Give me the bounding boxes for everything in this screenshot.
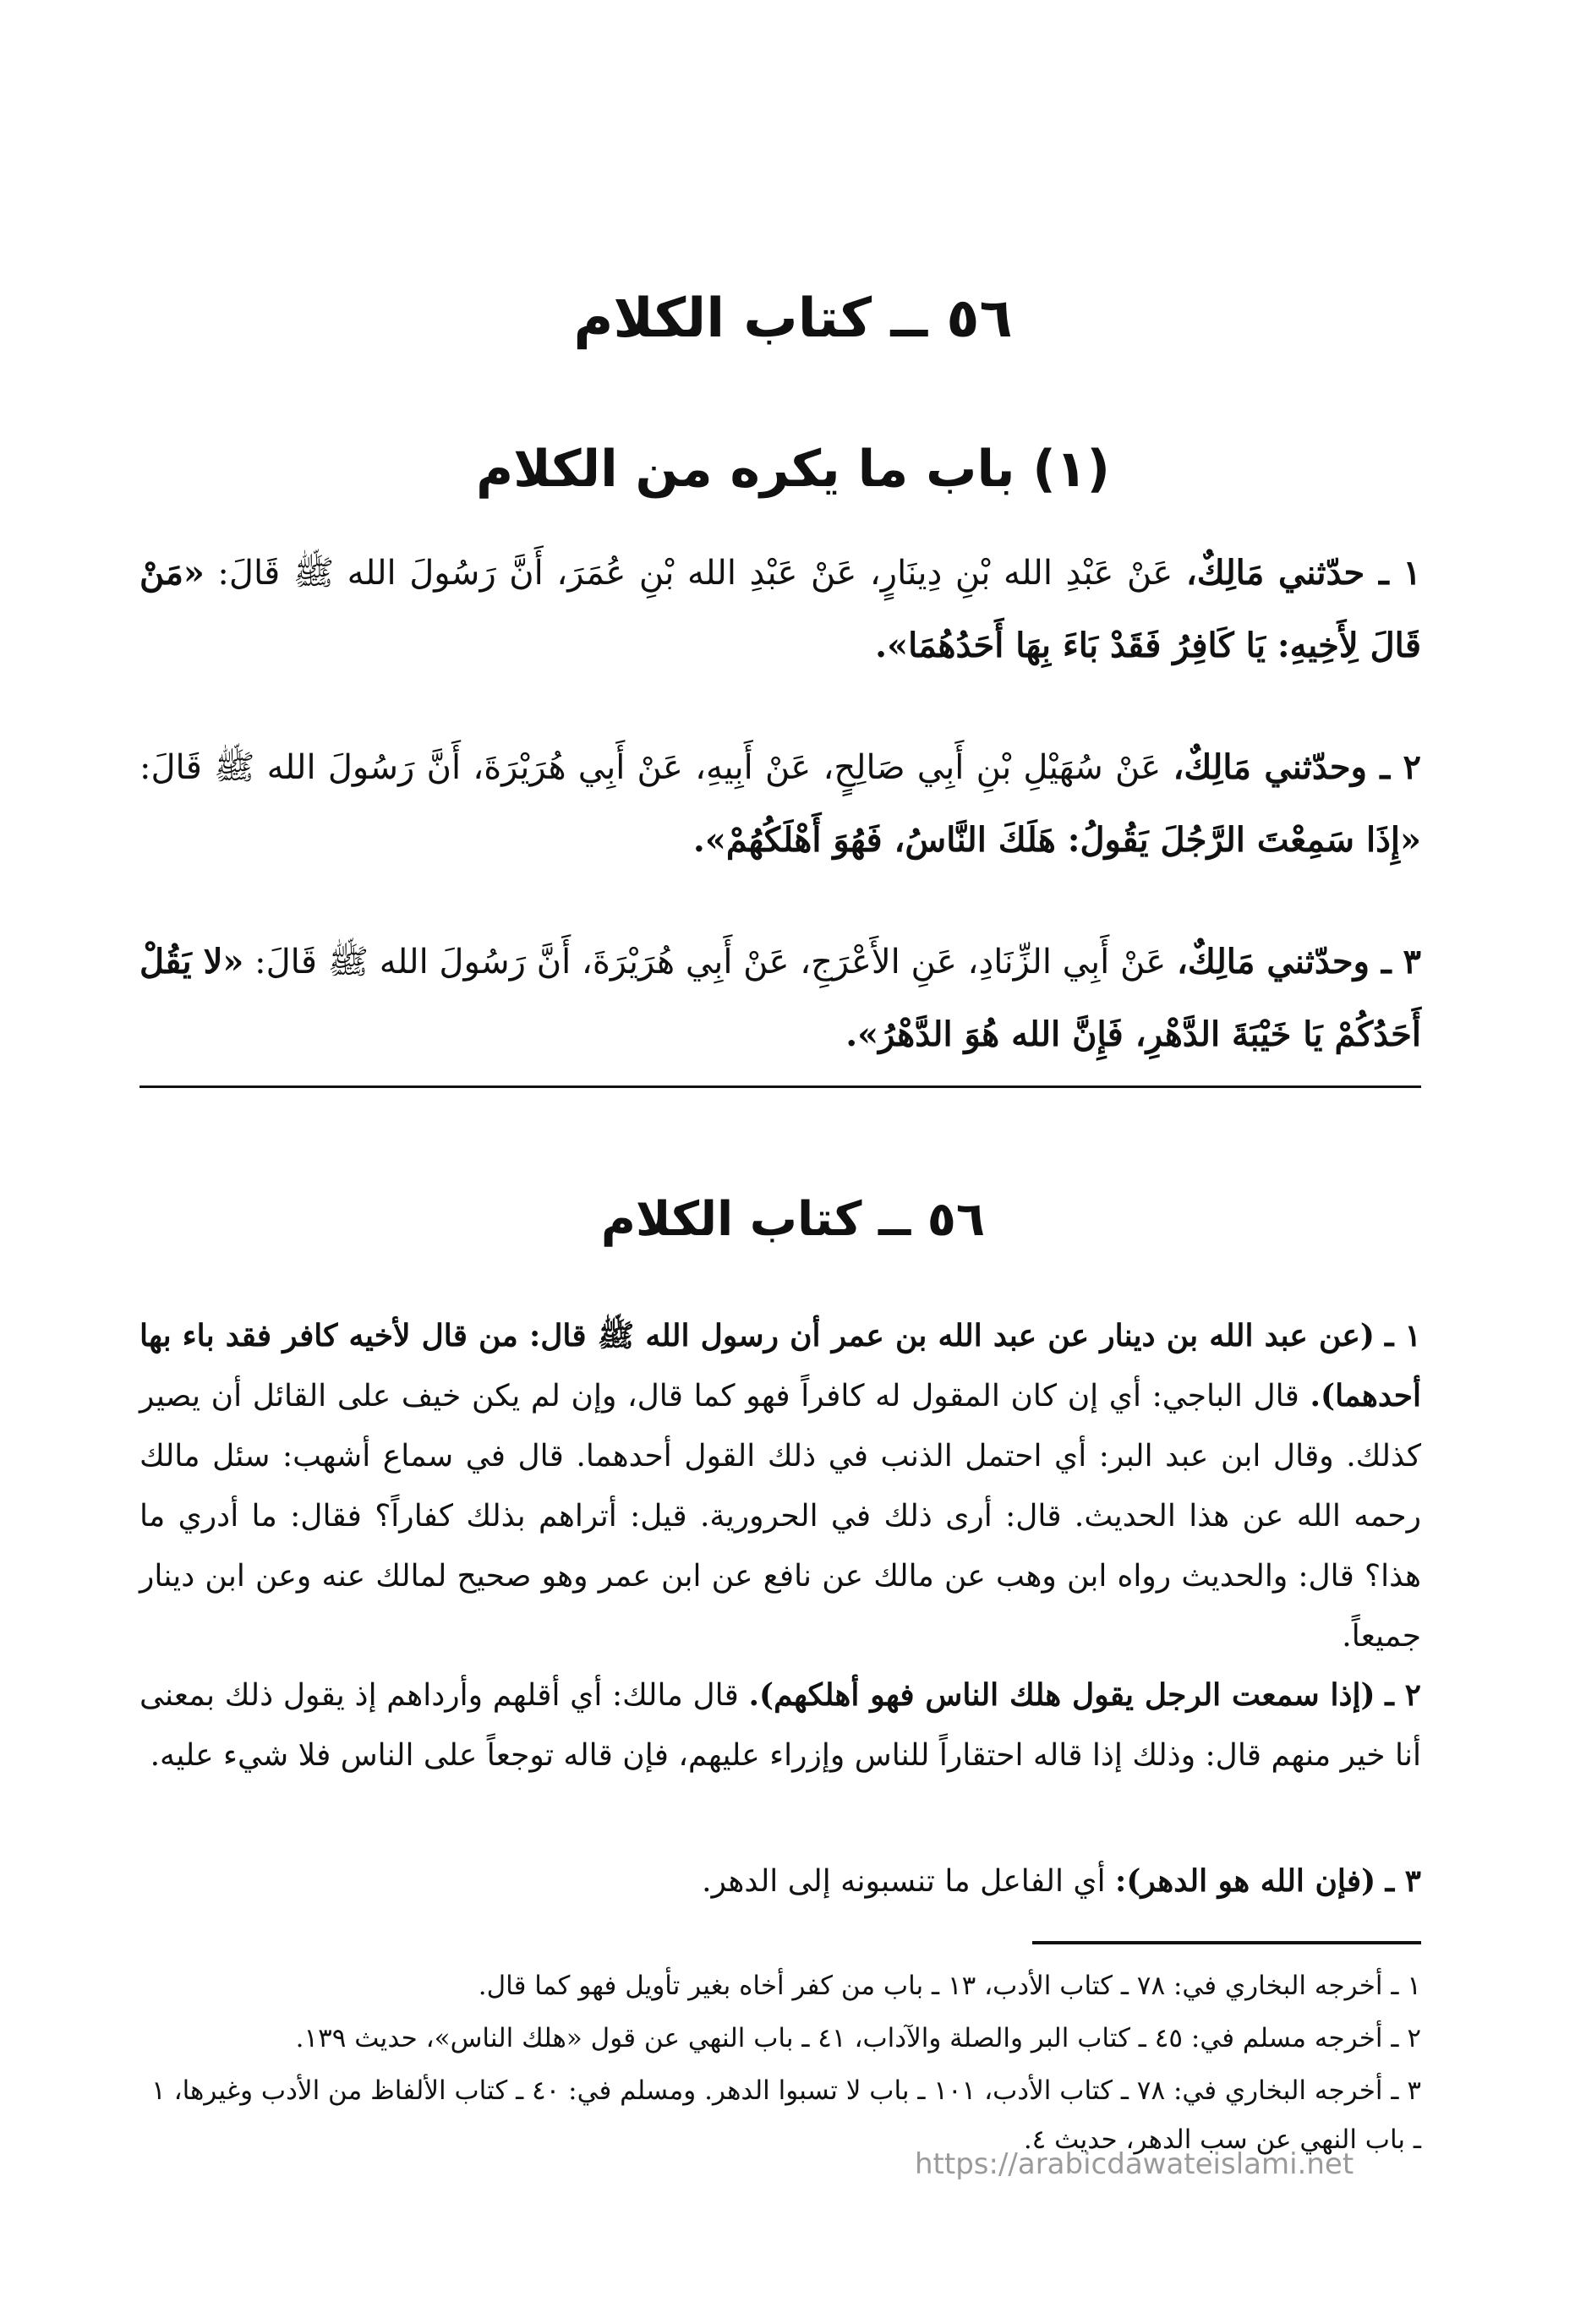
commentary-text: قال مالك: أي أقلهم وأرداهم إذ يقول ذلك بمعنى أنا خير منهم قال: وذلك إذا قاله احتقاراً للناس وإزراء عليهم، فإن قاله توجعاً على الناس فلا شيء عليه. (139, 1678, 1421, 1773)
footnote-1: ١ ـ أخرجه البخاري في: ٧٨ ـ كتاب الأدب، ١٣ ـ باب من كفر أخاه بغير تأويل فهو كما قال. (478, 1971, 1421, 2001)
footnote-2: ٢ ـ أخرجه مسلم في: ٤٥ ـ كتاب البر والصلة والآداب، ٤١ ـ باب النهي عن قول «هلك الناس»، حديث ١٣٩. (295, 2023, 1421, 2053)
commentary-text: قال الباجي: أي إن كان المقول له كافراً فهو كما قال، وإن لم يكن خيف على القائل أن يصير كذلك. وقال ابن عبد البر: أي احتمل الذنب في ذلك القول أحدهما. قال في سماع أشهب: سئل مالك رحمه الله عن هذا الحديث. قال: أرى ذلك في الحرورية. قيل: أتراهم بذلك كفاراً؟ فقال: ما أدري ما هذا؟ قال: والحديث رواه ابن وهب عن مالك عن نافع عن ابن عمر وهو صحيح لمالك عنه وعن ابن دينار جميعاً. (139, 1379, 1422, 1654)
commentary-num: ٢ ـ (1385, 1677, 1421, 1713)
hadith-lead: ٢ ـ وحدّثني مَالِكٌ، (1173, 747, 1422, 787)
commentary-1 (139, 1306, 1421, 1666)
hadith-isnad: عَنْ عَبْدِ الله بْنِ دِينَارٍ، عَنْ عَبْدِ الله بْنِ عُمَرَ، أَنَّ رَسُولَ الله ﷺ قَالَ: (217, 554, 1173, 593)
section-divider (139, 1085, 1421, 1088)
hadith-matn: «مَنْ قَالَ لِأَخِيهِ: يَا كَافِرُ فَقَدْ بَاءَ بِهَا أَحَدُهُمَا». (139, 553, 1421, 665)
hadith-matn: «إِذَا سَمِعْتَ الرَّجُلَ يَقُولُ: هَلَكَ النَّاسُ، فَهُوَ أَهْلَكُهُمْ». (692, 820, 1421, 860)
hadith-2 (139, 731, 1421, 877)
commentary-quote: (عن عبد الله بن دينار عن عبد الله بن عمر أن رسول الله ﷺ قال: من قال لأخيه كافر فقد باء بها أحدهما). (139, 1318, 1421, 1414)
chapter-title: (١) باب ما يكره من الكلام (476, 440, 1110, 499)
commentary-num: ١ ـ (1384, 1318, 1421, 1353)
commentary-title: ٥٦ ــ كتاب الكلام (600, 1192, 986, 1247)
footnote-divider (1032, 1941, 1421, 1944)
watermark-link[interactable]: https://arabicdawateislami.net (915, 2147, 1354, 2181)
commentary-text: أي الفاعل ما تنسبونه إلى الدهر. (702, 1864, 1106, 1899)
commentary-quote: (فإن الله هو الدهر): (1115, 1863, 1376, 1899)
footnote-3: ٣ ـ أخرجه البخاري في: ٧٨ ـ كتاب الأدب، ١٠١ ـ باب لا تسبوا الدهر. ومسلم في: ٤٠ ـ كتاب الألفاظ من الأدب وغيرها، ١ ـ باب النهي عن سب الدهر، حديث ٤. (151, 2075, 1421, 2155)
hadith-isnad: عَنْ أَبِي الزِّنَادِ، عَنِ الأَعْرَجِ، عَنْ أَبِي هُرَيْرَةَ، أَنَّ رَسُولَ الله ﷺ قَالَ: (254, 943, 1167, 982)
commentary-3 (139, 1851, 1421, 1911)
hadith-isnad: عَنْ سُهَيْلِ بْنِ أَبِي صَالِحٍ، عَنْ أَبِيهِ، عَنْ أَبِي هُرَيْرَةَ، أَنَّ رَسُولَ الله ﷺ قَالَ: (139, 748, 1162, 787)
hadith-matn: «لا يَقُلْ أَحَدُكُمْ يَا خَيْبَةَ الدَّهْرِ، فَإِنَّ الله هُوَ الدَّهْرُ». (139, 942, 1421, 1054)
hadith-3 (139, 926, 1421, 1071)
book-title: ٥٦ ــ كتاب الكلام (573, 287, 1013, 350)
footnotes (139, 1961, 1421, 2168)
commentary-quote: (إذا سمعت الرجل يقول هلك الناس فهو أهلكهم). (748, 1677, 1375, 1713)
commentary-num: ٣ ـ (1385, 1863, 1421, 1899)
commentary-2 (139, 1665, 1421, 1785)
hadith-lead: ٣ ـ وحدّثني مَالِكٌ، (1177, 942, 1421, 982)
hadith-lead: ١ ـ حدّثني مَالِكٌ، (1185, 553, 1421, 593)
hadith-1 (139, 537, 1421, 682)
